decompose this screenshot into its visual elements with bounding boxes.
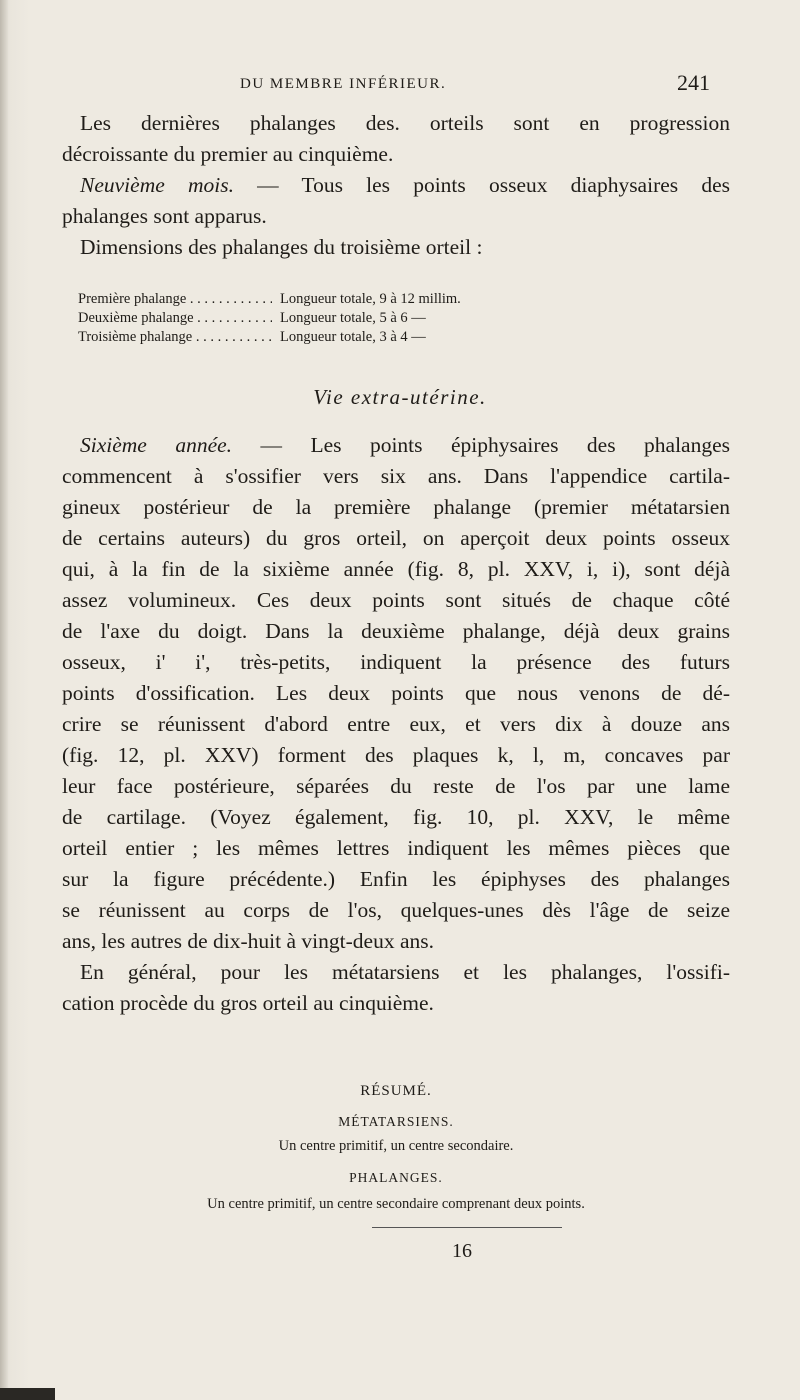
table-row xyxy=(78,309,718,328)
text-line: cation procède du gros orteil au cinquième. xyxy=(62,991,434,1015)
phalange-length: Longueur totale, 3 à 4 — xyxy=(280,329,426,345)
metatarsiens-text: Un centre primitif, un centre secondaire. xyxy=(278,1138,514,1154)
running-title: DU MEMBRE INFÉRIEUR. xyxy=(240,76,447,92)
text-line: sur la figure précédente.) Enfin les épiphyses des phalanges xyxy=(62,867,730,891)
text-line: assez volumineux. Ces deux points sont situés de chaque côté xyxy=(62,588,730,612)
text-line: points d'ossification. Les deux points que nous venons de dé- xyxy=(62,681,730,705)
signature-mark: 16 xyxy=(452,1240,472,1262)
text-span: — Les points épiphysaires des phalanges xyxy=(232,433,731,457)
text-line: de certains auteurs) du gros orteil, on aperçoit deux points osseux xyxy=(62,526,730,550)
italic-heading: Neuvième mois. xyxy=(80,173,234,197)
text-line: de cartilage. (Voyez également, fig. 10, pl. XXV, le même xyxy=(62,805,730,829)
phalange-name: Deuxième phalange . . . xyxy=(78,309,272,328)
italic-heading: Sixième année. xyxy=(80,433,233,457)
text-line: crire se réunissent d'abord entre eux, et vers dix à douze ans xyxy=(62,712,730,736)
text-line: phalanges sont apparus. xyxy=(62,204,267,228)
text-line: se réunissent au corps de l'os, quelques-unes dès l'âge de seize xyxy=(62,898,730,922)
table-row xyxy=(78,328,718,347)
text-line: orteil entier ; les mêmes lettres indiquent les mêmes pièces que xyxy=(62,836,730,860)
running-header xyxy=(240,70,710,95)
summary-block xyxy=(62,1080,730,1214)
phalanges-text: Un centre primitif, un centre secondaire comprenant deux points. xyxy=(207,1196,585,1212)
text-line: gineux postérieur de la première phalange (premier métatarsien xyxy=(62,495,730,519)
text-line: qui, à la fin de la sixième année (fig. 8, pl. XXV, i, i), sont déjà xyxy=(62,557,730,581)
text-span: — Tous les points osseux diaphysaires des xyxy=(233,173,730,197)
metatarsiens-heading: MÉTATARSIENS. xyxy=(338,1114,454,1129)
scan-edge-mark xyxy=(0,1388,55,1400)
text-line: (fig. 12, pl. XXV) forment des plaques k, l, m, concaves par xyxy=(62,743,730,767)
page-number: 241 xyxy=(677,70,710,95)
page-gutter-shadow xyxy=(0,0,8,1400)
text-line: Dimensions des phalanges du troisième orteil : xyxy=(80,235,483,259)
summary-title: RÉSUMÉ. xyxy=(360,1083,432,1099)
footer-rule xyxy=(372,1227,562,1228)
body-paragraph xyxy=(62,430,730,1019)
text-line: leur face postérieure, séparées du reste de l'os par une lame xyxy=(62,774,730,798)
text-line: osseux, i' i', très-petits, indiquent la présence des futurs xyxy=(62,650,730,674)
dimensions-table xyxy=(78,290,718,347)
text-line: commencent à s'ossifier vers six ans. Dans l'appendice cartila- xyxy=(62,464,730,488)
table-row xyxy=(78,290,718,309)
phalange-name: Première phalange . . . xyxy=(78,290,272,309)
text-line: Les dernières phalanges des. orteils sont en progression xyxy=(80,111,730,135)
text-line xyxy=(62,430,730,461)
text-line: de l'axe du doigt. Dans la deuxième phalange, déjà deux grains xyxy=(62,619,730,643)
phalange-length: Longueur totale, 5 à 6 — xyxy=(280,310,426,326)
text-line xyxy=(62,170,730,201)
text-line: ans, les autres de dix-huit à vingt-deux ans. xyxy=(62,929,434,953)
phalange-length: Longueur totale, 9 à 12 millim. xyxy=(280,291,461,307)
text-line: En général, pour les métatarsiens et les phalanges, l'ossifi- xyxy=(80,960,730,984)
phalange-name: Troisième phalange . . . xyxy=(78,328,272,347)
intro-paragraph xyxy=(62,108,730,263)
section-title: Vie extra-utérine. xyxy=(313,385,487,409)
phalanges-heading: PHALANGES. xyxy=(349,1170,443,1185)
text-line: décroissante du premier au cinquième. xyxy=(62,142,394,166)
